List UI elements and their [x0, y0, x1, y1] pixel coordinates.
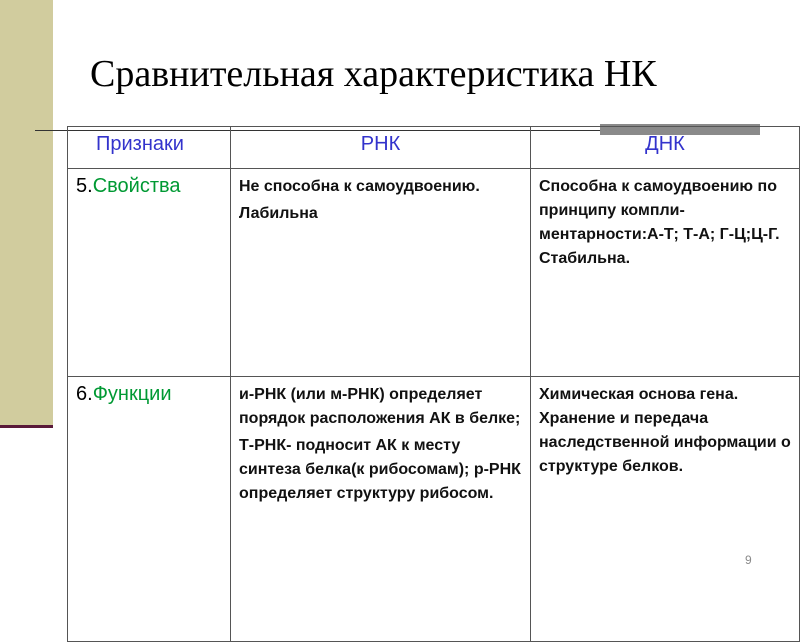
header-rna: РНК: [231, 127, 531, 169]
row-label-properties: [68, 169, 231, 377]
table-header-row: [68, 127, 800, 169]
slide-title: Сравнительная характеристика НК: [90, 53, 657, 95]
decorative-side-bar: [0, 0, 53, 425]
page-number: 9: [745, 553, 752, 567]
table-row: [68, 377, 800, 642]
dna-properties-cell: [531, 169, 800, 377]
row-label-functions: [68, 377, 231, 642]
rna-properties-cell: [231, 169, 531, 377]
row-label-text: Функции: [92, 383, 172, 405]
comparison-table: [67, 126, 800, 642]
dna-functions-cell: [531, 377, 800, 642]
side-bar-underline: [0, 425, 53, 428]
rna-properties-line: Не способна к самоудвоению.: [239, 178, 480, 195]
rna-functions-line: Т-РНК- подносит АК к месту синтеза белка(к рибосомам); р-РНК определяет структуру рибосом.: [239, 437, 521, 502]
header-criteria: Признаки: [68, 127, 231, 169]
row-number: 5.: [76, 175, 93, 197]
rna-properties-line: Лабильна: [239, 205, 318, 222]
table-row: [68, 169, 800, 377]
rna-functions-line: и-РНК (или м-РНК) определяет порядок расположения АК в белке;: [239, 386, 521, 427]
dna-functions-line: Химическая основа гена. Хранение и передача наследственной информации о структуре белков.: [539, 386, 791, 475]
row-number: 6.: [76, 383, 93, 405]
row-label-text: Свойства: [92, 175, 181, 197]
header-dna: ДНК: [531, 127, 800, 169]
rna-functions-cell: [231, 377, 531, 642]
dna-properties-line: Способна к самоудвоению по принципу компли-ментарности:А-Т; Т-А; Г-Ц;Ц-Г. Стабильна.: [539, 178, 780, 267]
